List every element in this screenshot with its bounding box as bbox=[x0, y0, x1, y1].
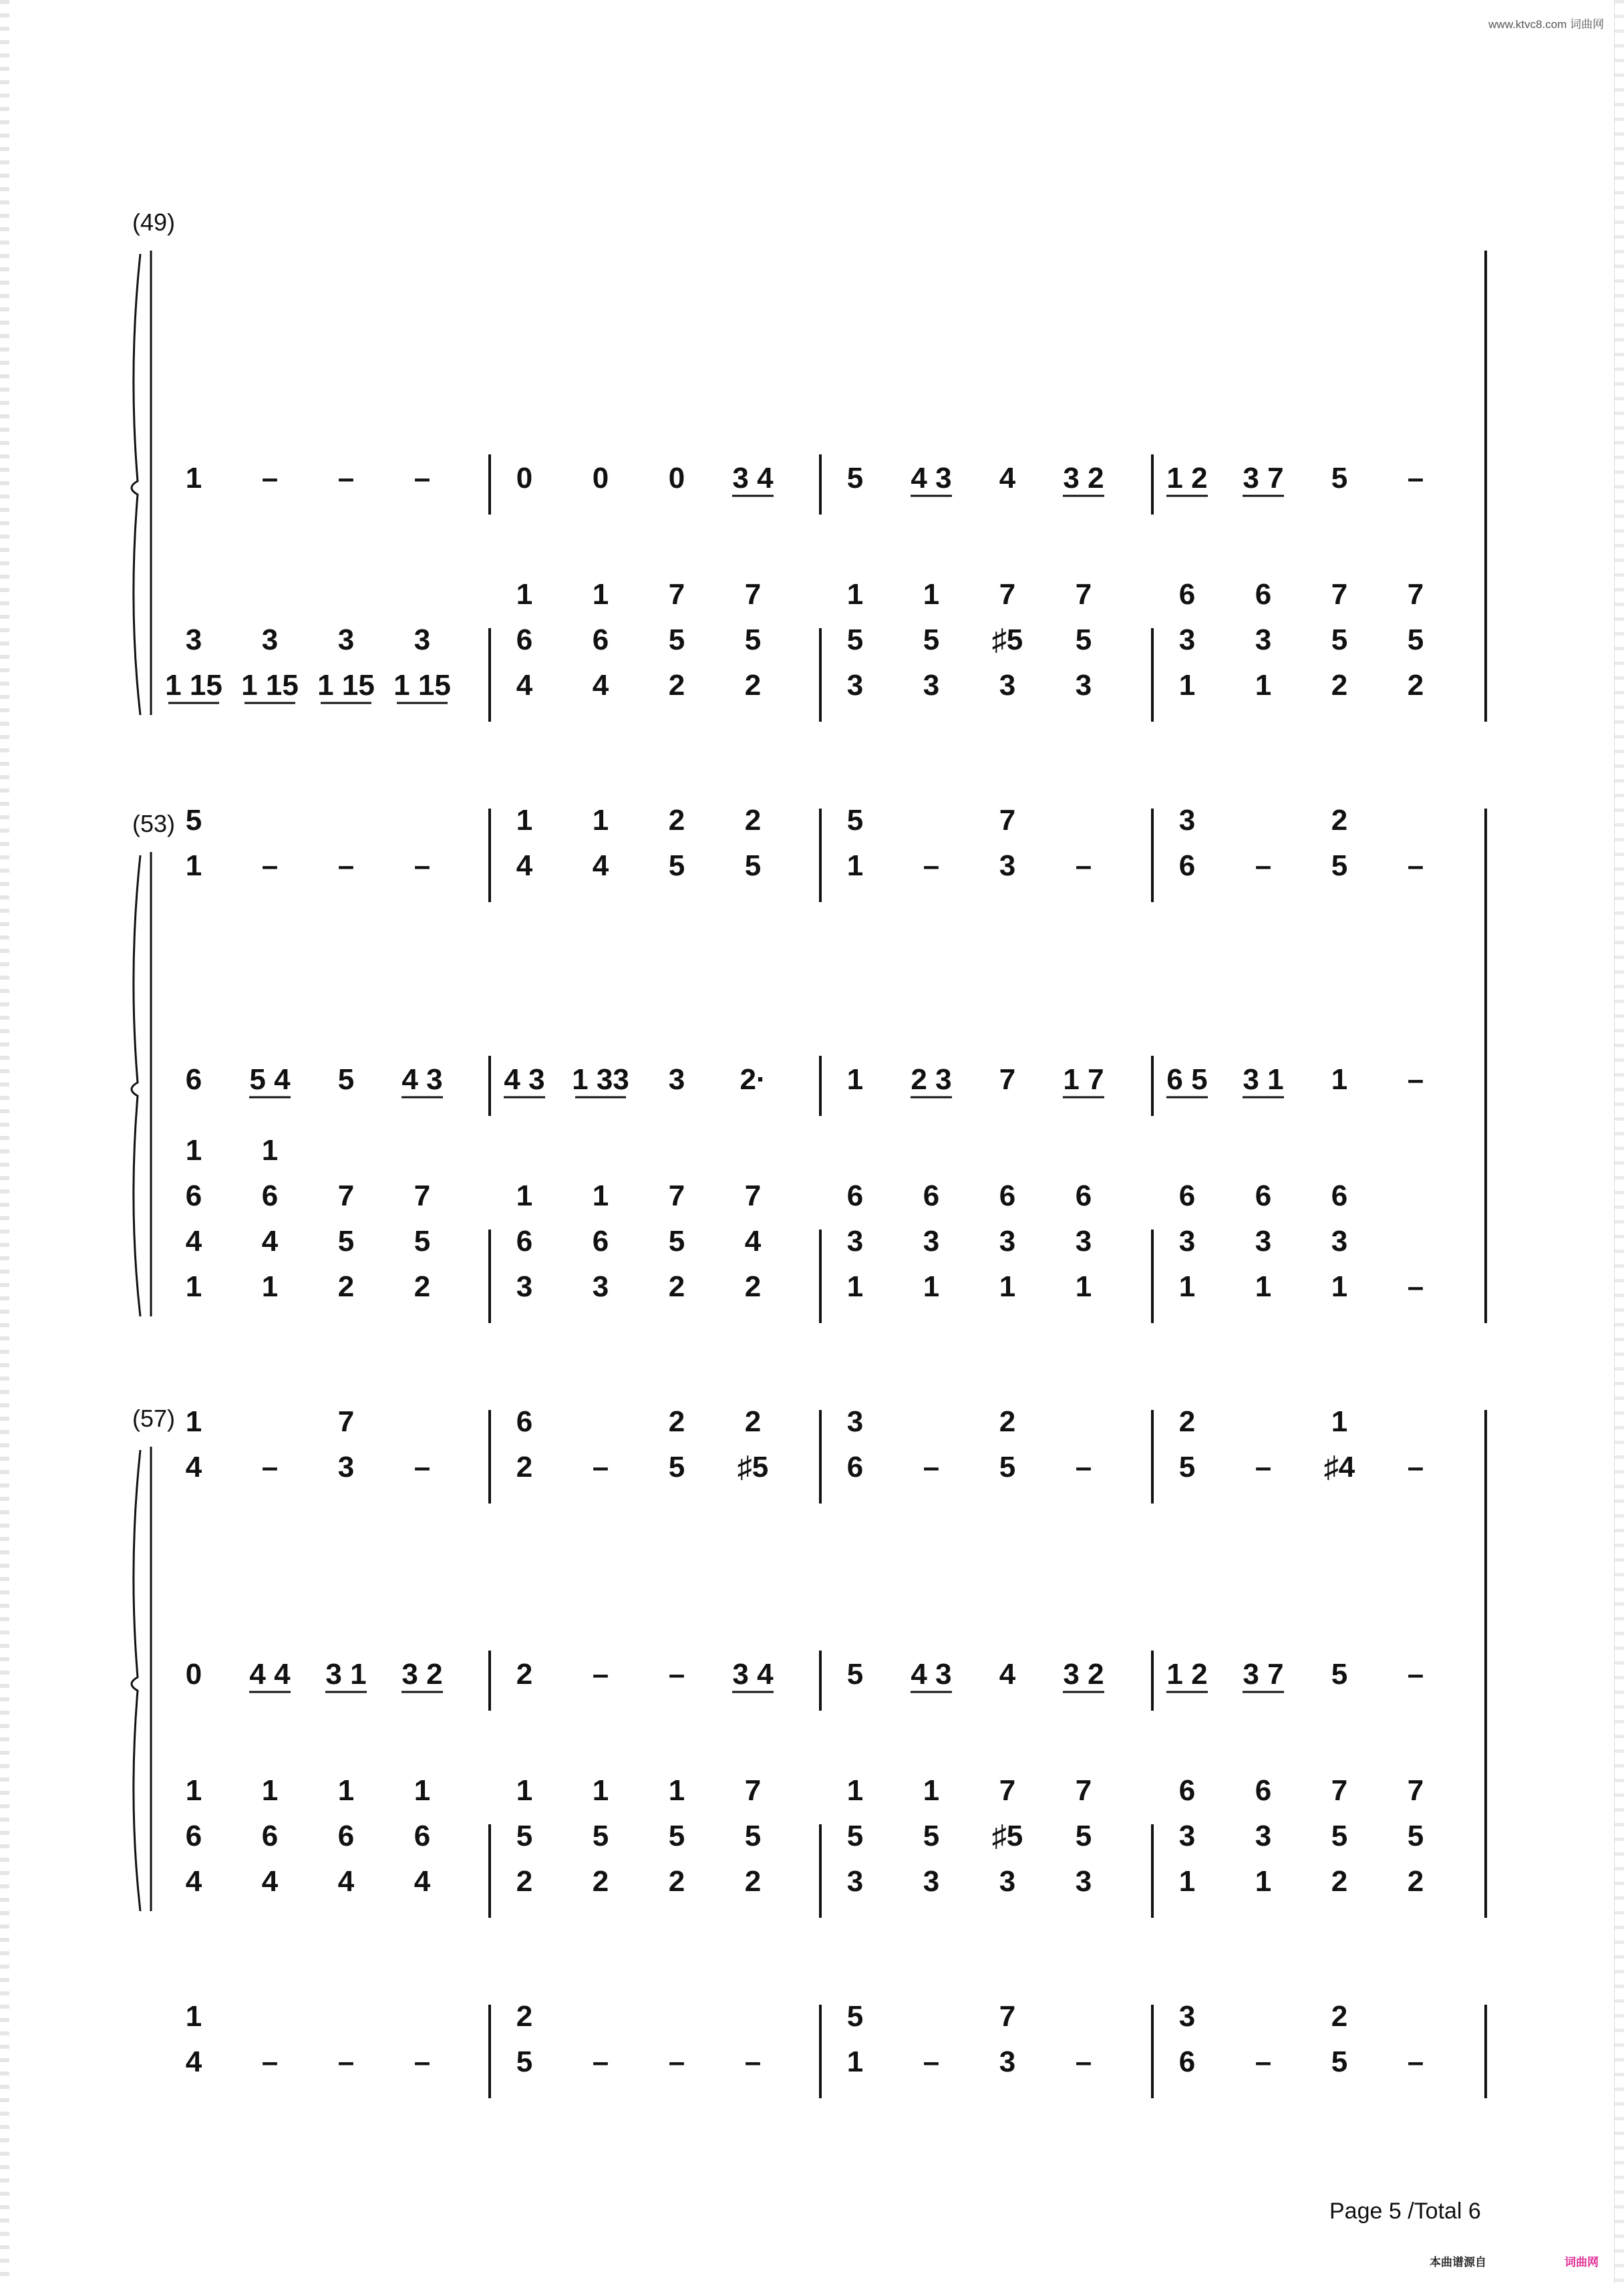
note: 1 7 bbox=[1063, 1063, 1104, 1096]
source-label: 本曲谱源自 bbox=[1430, 2256, 1486, 2269]
note: 1 bbox=[516, 1179, 533, 1212]
note: 3 2 bbox=[1063, 462, 1104, 494]
note: 5 bbox=[516, 1820, 533, 1852]
note: 2 bbox=[516, 1451, 533, 1483]
dash-mark: – bbox=[668, 2045, 685, 2078]
page-number: Page 5 /Total 6 bbox=[1329, 2198, 1481, 2224]
note: 4 3 bbox=[911, 462, 952, 494]
note: 4 bbox=[999, 462, 1016, 494]
note: 3 bbox=[1178, 1820, 1196, 1852]
measure-number: (53) bbox=[132, 810, 176, 837]
note: 1 bbox=[185, 462, 202, 494]
note: 1 bbox=[261, 1774, 279, 1807]
note: 5 bbox=[1331, 849, 1348, 882]
note: 1 bbox=[1178, 1865, 1196, 1898]
note: 4 bbox=[744, 1225, 762, 1258]
note: 6 bbox=[999, 1179, 1016, 1212]
note: 6 bbox=[592, 1225, 609, 1258]
note: 3 bbox=[999, 1225, 1016, 1258]
note: 4 bbox=[185, 1865, 202, 1898]
dash-mark: – bbox=[1075, 2045, 1092, 2078]
note: 1 bbox=[185, 1774, 202, 1807]
note: 5 bbox=[846, 623, 864, 656]
note: 2· bbox=[740, 1063, 766, 1096]
note: 6 bbox=[1331, 1179, 1348, 1212]
source-logo: 词曲网 bbox=[1565, 2256, 1599, 2269]
note: 4 bbox=[185, 1225, 202, 1258]
brace bbox=[132, 855, 140, 1316]
note: 7 bbox=[414, 1179, 431, 1212]
note: 2 bbox=[744, 1405, 762, 1438]
dash-mark: – bbox=[1407, 2045, 1424, 2078]
note: 2 bbox=[1331, 2000, 1348, 2033]
note: 3 bbox=[185, 623, 202, 656]
note: 1 15 bbox=[165, 669, 222, 702]
dash-mark: – bbox=[668, 1658, 685, 1691]
note: 1 bbox=[516, 1774, 533, 1807]
note: 6 bbox=[1178, 2045, 1196, 2078]
note: 7 bbox=[1331, 578, 1348, 611]
note: 1 bbox=[337, 1774, 355, 1807]
note: 3 bbox=[261, 623, 279, 656]
dash-mark: – bbox=[1075, 849, 1092, 882]
note: 5 bbox=[337, 1225, 355, 1258]
note: 3 bbox=[337, 1451, 355, 1483]
note: 5 bbox=[1331, 1658, 1348, 1691]
note: 7 bbox=[1407, 1774, 1424, 1807]
note: 2 bbox=[668, 804, 685, 837]
note: 1 bbox=[516, 804, 533, 837]
note: 2 bbox=[1407, 669, 1424, 702]
dash-mark: – bbox=[337, 2045, 355, 2078]
system-2 bbox=[132, 810, 1486, 1504]
note: 1 15 bbox=[317, 669, 375, 702]
note: 1 bbox=[846, 1270, 864, 1303]
note: 5 bbox=[1331, 462, 1348, 494]
note: 5 bbox=[1075, 1820, 1092, 1852]
note: ♯5 bbox=[991, 623, 1023, 656]
note: 2 bbox=[744, 1865, 762, 1898]
dash-mark: – bbox=[1255, 1451, 1272, 1483]
note: 5 bbox=[1407, 1820, 1424, 1852]
dash-mark: – bbox=[1407, 1270, 1424, 1303]
note: 2 bbox=[516, 1658, 533, 1691]
note: 3 2 bbox=[401, 1658, 443, 1691]
note: 6 bbox=[261, 1820, 279, 1852]
note: 4 bbox=[516, 669, 533, 702]
note: 3 bbox=[846, 1405, 864, 1438]
note: 5 bbox=[668, 1225, 685, 1258]
note: 3 4 bbox=[732, 462, 774, 494]
note: 5 bbox=[846, 462, 864, 494]
note: 3 bbox=[999, 849, 1016, 882]
note: 6 5 bbox=[1166, 1063, 1208, 1096]
note: 1 bbox=[185, 1134, 202, 1167]
note: 3 7 bbox=[1243, 462, 1284, 494]
note: 5 bbox=[516, 2045, 533, 2078]
note: 6 bbox=[1255, 578, 1272, 611]
dash-mark: – bbox=[1407, 462, 1424, 494]
note: 1 bbox=[414, 1774, 431, 1807]
note: 5 bbox=[668, 849, 685, 882]
note: 1 bbox=[1178, 669, 1196, 702]
note: 1 bbox=[592, 1774, 609, 1807]
note: 2 bbox=[1407, 1865, 1424, 1898]
note: 1 bbox=[1255, 1270, 1272, 1303]
note: 6 bbox=[1178, 1774, 1196, 1807]
note: 1 bbox=[999, 1270, 1016, 1303]
note: 1 bbox=[185, 1405, 202, 1438]
note: 3 bbox=[1331, 1225, 1348, 1258]
note: 1 33 bbox=[572, 1063, 629, 1096]
note: 2 bbox=[337, 1270, 355, 1303]
note: 3 bbox=[999, 1865, 1016, 1898]
note: 3 4 bbox=[732, 1658, 774, 1691]
note: 5 bbox=[668, 623, 685, 656]
note: 5 bbox=[744, 623, 762, 656]
note: 2 bbox=[744, 804, 762, 837]
note: 1 bbox=[185, 2000, 202, 2033]
note: 5 bbox=[337, 1063, 355, 1096]
note: ♯5 bbox=[737, 1451, 769, 1483]
dash-mark: – bbox=[337, 849, 355, 882]
note: 6 bbox=[846, 1179, 864, 1212]
note: 7 bbox=[668, 578, 685, 611]
note: 5 bbox=[1178, 1451, 1196, 1483]
note: 4 3 bbox=[504, 1063, 545, 1096]
note: 1 bbox=[846, 2045, 864, 2078]
note: 4 bbox=[999, 1658, 1016, 1691]
note: 3 bbox=[923, 669, 940, 702]
note: 6 bbox=[337, 1820, 355, 1852]
dash-mark: – bbox=[261, 462, 279, 494]
note: 2 bbox=[668, 1865, 685, 1898]
note: 3 bbox=[592, 1270, 609, 1303]
note: 7 bbox=[999, 1774, 1016, 1807]
dash-mark: – bbox=[592, 1658, 609, 1691]
note: 3 bbox=[923, 1225, 940, 1258]
note: 4 bbox=[185, 1451, 202, 1483]
note: 1 bbox=[846, 1063, 864, 1096]
dash-mark: – bbox=[1407, 1451, 1424, 1483]
note: 2 bbox=[744, 669, 762, 702]
note: 5 bbox=[846, 804, 864, 837]
note: 4 bbox=[185, 2045, 202, 2078]
note: 6 bbox=[261, 1179, 279, 1212]
note: 1 bbox=[1331, 1063, 1348, 1096]
note: 5 bbox=[1331, 623, 1348, 656]
note: 7 bbox=[744, 1179, 762, 1212]
system-3 bbox=[132, 1405, 1486, 2098]
note: 4 bbox=[261, 1225, 279, 1258]
note: 7 bbox=[744, 578, 762, 611]
note: 1 15 bbox=[241, 669, 299, 702]
note: 0 bbox=[668, 462, 685, 494]
note: 6 bbox=[414, 1820, 431, 1852]
dash-mark: – bbox=[261, 1451, 279, 1483]
measure-number: (57) bbox=[132, 1405, 176, 1432]
note: 3 bbox=[999, 2045, 1016, 2078]
note: 2 bbox=[1178, 1405, 1196, 1438]
note: 5 bbox=[1407, 623, 1424, 656]
note: 7 bbox=[1331, 1774, 1348, 1807]
note: 6 bbox=[1255, 1774, 1272, 1807]
note: 7 bbox=[999, 2000, 1016, 2033]
brace bbox=[132, 254, 140, 715]
note: 2 3 bbox=[911, 1063, 952, 1096]
note: 1 2 bbox=[1166, 462, 1208, 494]
dash-mark: – bbox=[414, 2045, 431, 2078]
note: 6 bbox=[516, 623, 533, 656]
note: 3 bbox=[668, 1063, 685, 1096]
note: 1 bbox=[592, 804, 609, 837]
note: ♯4 bbox=[1323, 1451, 1355, 1483]
note: 1 bbox=[668, 1774, 685, 1807]
note: 3 bbox=[1075, 1865, 1092, 1898]
dash-mark: – bbox=[1407, 849, 1424, 882]
note: 6 bbox=[592, 623, 609, 656]
note: 6 bbox=[185, 1179, 202, 1212]
note: 4 3 bbox=[911, 1658, 952, 1691]
note: 3 bbox=[846, 1865, 864, 1898]
note: 2 bbox=[1331, 1865, 1348, 1898]
note: 7 bbox=[1075, 578, 1092, 611]
dash-mark: – bbox=[1407, 1063, 1424, 1096]
measure-number: (49) bbox=[132, 208, 176, 236]
note: 7 bbox=[337, 1405, 355, 1438]
note: 3 bbox=[1178, 804, 1196, 837]
note: 2 bbox=[744, 1270, 762, 1303]
note: 5 bbox=[923, 1820, 940, 1852]
note: 5 bbox=[1075, 623, 1092, 656]
note: 7 bbox=[999, 804, 1016, 837]
note: 1 bbox=[923, 1774, 940, 1807]
note: 1 bbox=[516, 578, 533, 611]
note: 7 bbox=[337, 1179, 355, 1212]
note: 6 bbox=[185, 1820, 202, 1852]
note: 5 bbox=[414, 1225, 431, 1258]
note: 7 bbox=[744, 1774, 762, 1807]
note: 4 bbox=[337, 1865, 355, 1898]
note: 4 bbox=[414, 1865, 431, 1898]
note: 5 bbox=[846, 2000, 864, 2033]
note: 3 bbox=[999, 669, 1016, 702]
note: 2 bbox=[1331, 669, 1348, 702]
note: 1 bbox=[1255, 669, 1272, 702]
note: 4 4 bbox=[249, 1658, 291, 1691]
note: 3 bbox=[1255, 1820, 1272, 1852]
note: 3 bbox=[414, 623, 431, 656]
dash-mark: – bbox=[592, 2045, 609, 2078]
note: 6 bbox=[516, 1405, 533, 1438]
note: 3 1 bbox=[1243, 1063, 1284, 1096]
note: 7 bbox=[999, 578, 1016, 611]
dash-mark: – bbox=[414, 1451, 431, 1483]
note: 3 bbox=[923, 1865, 940, 1898]
note: 5 bbox=[668, 1820, 685, 1852]
note: 1 bbox=[923, 1270, 940, 1303]
system-1 bbox=[132, 208, 1486, 902]
note: 6 bbox=[1255, 1179, 1272, 1212]
note: 1 bbox=[1331, 1270, 1348, 1303]
note: 4 bbox=[516, 849, 533, 882]
note: 5 bbox=[923, 623, 940, 656]
note: 0 bbox=[185, 1658, 202, 1691]
note: 5 bbox=[185, 804, 202, 837]
note: 6 bbox=[1178, 849, 1196, 882]
note: 6 bbox=[185, 1063, 202, 1096]
note: 3 bbox=[1255, 623, 1272, 656]
note: 2 bbox=[516, 1865, 533, 1898]
dash-mark: – bbox=[1255, 849, 1272, 882]
note: ♯5 bbox=[991, 1820, 1023, 1852]
note: 2 bbox=[668, 1405, 685, 1438]
dash-mark: – bbox=[261, 2045, 279, 2078]
dash-mark: – bbox=[261, 849, 279, 882]
dash-mark: – bbox=[337, 462, 355, 494]
note: 1 bbox=[923, 578, 940, 611]
note: 7 bbox=[999, 1063, 1016, 1096]
dash-mark: – bbox=[923, 1451, 940, 1483]
note: 6 bbox=[1075, 1179, 1092, 1212]
note: 4 bbox=[261, 1865, 279, 1898]
note: 3 bbox=[1255, 1225, 1272, 1258]
note: 0 bbox=[592, 462, 609, 494]
note: 5 bbox=[668, 1451, 685, 1483]
dash-mark: – bbox=[414, 849, 431, 882]
dash-mark: – bbox=[1255, 2045, 1272, 2078]
note: 2 bbox=[414, 1270, 431, 1303]
site-watermark: www.ktvc8.com 词曲网 bbox=[1488, 18, 1604, 31]
note: 4 3 bbox=[401, 1063, 443, 1096]
brace bbox=[132, 1450, 140, 1911]
dash-mark: – bbox=[1407, 1658, 1424, 1691]
note: 5 bbox=[846, 1820, 864, 1852]
note: 1 bbox=[185, 1270, 202, 1303]
note: 6 bbox=[846, 1451, 864, 1483]
note: 6 bbox=[516, 1225, 533, 1258]
note: 1 bbox=[1255, 1865, 1272, 1898]
note: 2 bbox=[668, 669, 685, 702]
note: 3 bbox=[1075, 669, 1092, 702]
note: 7 bbox=[1075, 1774, 1092, 1807]
note: 1 bbox=[1178, 1270, 1196, 1303]
note: 1 bbox=[261, 1134, 279, 1167]
note: 7 bbox=[1407, 578, 1424, 611]
note: 5 bbox=[1331, 2045, 1348, 2078]
note: 3 bbox=[1178, 1225, 1196, 1258]
note: 1 bbox=[185, 849, 202, 882]
note: 5 bbox=[592, 1820, 609, 1852]
note: 3 bbox=[1178, 623, 1196, 656]
note: 5 bbox=[1331, 1820, 1348, 1852]
dash-mark: – bbox=[744, 2045, 762, 2078]
note: 3 1 bbox=[325, 1658, 367, 1691]
dash-mark: – bbox=[1075, 1451, 1092, 1483]
note: 3 7 bbox=[1243, 1658, 1284, 1691]
note: 1 2 bbox=[1166, 1658, 1208, 1691]
note: 2 bbox=[668, 1270, 685, 1303]
note: 2 bbox=[999, 1405, 1016, 1438]
note: 5 bbox=[744, 849, 762, 882]
note: 5 bbox=[999, 1451, 1016, 1483]
note: 1 bbox=[1075, 1270, 1092, 1303]
note: 3 bbox=[1178, 2000, 1196, 2033]
note: 7 bbox=[668, 1179, 685, 1212]
note: 3 bbox=[846, 1225, 864, 1258]
note: 0 bbox=[516, 462, 533, 494]
dash-mark: – bbox=[592, 1451, 609, 1483]
note: 1 bbox=[846, 578, 864, 611]
note: 3 bbox=[846, 669, 864, 702]
note: 1 bbox=[592, 578, 609, 611]
note: 3 bbox=[1075, 1225, 1092, 1258]
note: 6 bbox=[1178, 578, 1196, 611]
note: 4 bbox=[592, 669, 609, 702]
note: 1 bbox=[846, 849, 864, 882]
note: 6 bbox=[1178, 1179, 1196, 1212]
note: 5 4 bbox=[249, 1063, 291, 1096]
note: 6 bbox=[923, 1179, 940, 1212]
note: 2 bbox=[592, 1865, 609, 1898]
note: 3 bbox=[516, 1270, 533, 1303]
note: 2 bbox=[516, 2000, 533, 2033]
dash-mark: – bbox=[414, 462, 431, 494]
note: 1 15 bbox=[393, 669, 451, 702]
note: 4 bbox=[592, 849, 609, 882]
note: 5 bbox=[846, 1658, 864, 1691]
note: 3 2 bbox=[1063, 1658, 1104, 1691]
dash-mark: – bbox=[923, 849, 940, 882]
note: 1 bbox=[1331, 1405, 1348, 1438]
note: 2 bbox=[1331, 804, 1348, 837]
dash-mark: – bbox=[923, 2045, 940, 2078]
note: 3 bbox=[337, 623, 355, 656]
note: 1 bbox=[846, 1774, 864, 1807]
note: 1 bbox=[261, 1270, 279, 1303]
note: 5 bbox=[744, 1820, 762, 1852]
note: 1 bbox=[592, 1179, 609, 1212]
